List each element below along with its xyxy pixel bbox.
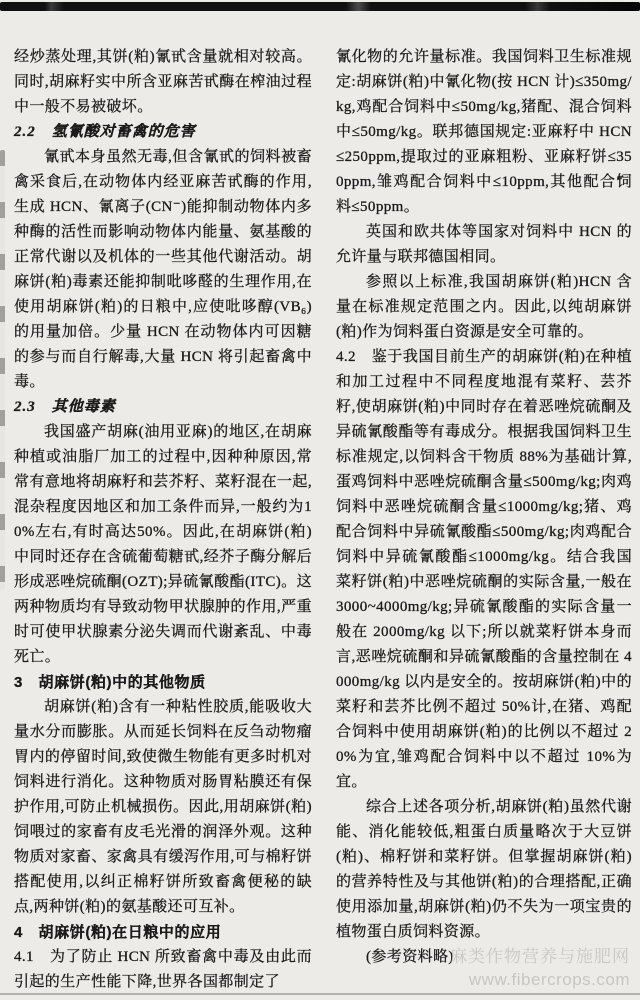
section-heading-3: 3 胡麻饼(粕)中的其他物质 bbox=[14, 674, 206, 691]
paragraph-summary: 综合上述各项分析,胡麻饼(粕)虽然代谢能、消化能较低,粗蛋白质量略次于大豆饼(粕)、棉籽饼和菜籽饼。但掌握胡麻饼(粕)的营养特性及与其他饼(粕)的合理搭配,正确使用添加量,胡麻饼(粕)仍不失为一项宝贵的植物蛋白质饲料资源。 bbox=[336, 799, 632, 940]
watermark-site-url: www.fibercrops.com bbox=[468, 970, 630, 989]
watermark bbox=[450, 945, 630, 991]
paragraph-other-substances: 胡麻饼(粕)含有一种粘性胶质,能吸收大量水分而膨胀。从而延长饲料在反刍动物瘤胃内的停留时间,致使微生物能有更多时机对饲料进行消化。这种物质对肠胃粘膜还有保护作用,可防止机械损伤。因此,用胡麻饼(粕)饲喂过的家畜有皮毛光滑的润泽外观。这种物质对家畜、家禽具有缓泻作用,可与棉籽饼搭配使用,以纠正棉籽饼所致畜禽便秘的缺点,两种饼(粕)的氨基酸还可互补。 bbox=[14, 699, 312, 915]
paragraph-cyanide-content-continuation: 经炒蒸处理,其饼(粕)氰甙含量就相对较高。同时,胡麻籽实中所含亚麻苦甙酶在榨油过程中一般不易被破坏。 bbox=[14, 49, 312, 115]
section-heading-4: 4 胡麻饼(粕)在日粮中的应用 bbox=[14, 924, 222, 941]
paragraph-hcn-toxicity: 氰甙本身虽然无毒,但含氰甙的饲料被畜禽采食后,在动物体内经亚麻苦甙酶的作用,生成 HCN、氰离子(CN⁻)能抑制动物体内多种酶的活性而影响动物体内能量、氨基酸的正常代谢以及机体的一些其他代谢活动。胡麻饼(粕)毒素还能抑制吡哆醛的生理作用,在使用胡麻饼(粕)的日粮中,应使吡哆醇(VB₆)的用量加倍。少量 HCN 在动物体内可因糖的参与而自行解毒,大量 HCN 将引起畜禽中毒。 bbox=[14, 149, 312, 390]
paragraph-other-toxins: 我国盛产胡麻(油用亚麻)的地区,在胡麻种植或油脂厂加工的过程中,因种种原因,常常有意地将胡麻籽和芸芥籽、菜籽混在一起,混杂程度因地区和加工条件而异,一般约为10%左右,有时高达50%。因此,在胡麻饼(粕)中同时还存在含硫葡萄糖甙,经芥子酶分解后形成恶唑烷硫酮(OZT);异硫氰酸酯(ITC)。这两种物质均有导致动物甲状腺肿的作用,严重时可使甲状腺素分泌失调而代谢紊乱、中毒死亡。 bbox=[14, 424, 312, 665]
paragraph-safety-conclusion: 参照以上标准,我国胡麻饼(粕)HCN 含量在标准规定范围之内。因此,以纯胡麻饼(粕)作为饲料蛋白资源是安全可靠的。 bbox=[336, 274, 632, 340]
watermark-site-name: 麻类作物营养与施肥网 bbox=[450, 947, 630, 966]
scan-border-bottom bbox=[0, 993, 640, 995]
paragraph-4-1-start: 4.1 为了防止 HCN 所致畜禽中毒及由此而引起的生产性能下降,世界各国都制定了 bbox=[14, 949, 312, 990]
paragraph-4-2-limits: 4.2 鉴于我国目前生产的胡麻饼(粕)在种植和加工过程中不同程度地混有菜籽、芸芥籽,使胡麻饼(粕)中同时存在着恶唑烷硫酮及异硫氰酸酯等有毒成分。根据我国饲料卫生标准规定,以饲料含干物质 88%为基础计算,蛋鸡饲料中恶唑烷硫酮含量≤500mg/kg;肉鸡饲料中恶唑烷硫酮含量≤1000mg/kg;猪、鸡配合饲料中异硫氰酸酯≤500mg/kg;肉鸡配合饲料中异硫氰酸酯≤1000mg/kg。结合我国菜籽饼(粕)中恶唑烷硫酮的实际含量,一般在 3000~4000mg/kg;异硫氰酸酯的实际含量一般在 2000mg/kg 以下;所以就菜籽饼本身而言,恶唑烷硫酮和异硫氰酸酯的含量控制在 4000mg/kg 以内是安全的。按胡麻饼(粕)中的菜籽和芸芥比例不超过 50%计,在猪、鸡配合饲料中使用胡麻饼(粕)的比例以不超过 20%为宜,雏鸡配合饲料中以不超过 10%为宜。 bbox=[336, 349, 632, 790]
paragraph-uk-ec-standards: 英国和欧共体等国家对饲料中 HCN 的允许量与联邦德国相同。 bbox=[336, 224, 632, 265]
right-column bbox=[336, 45, 632, 1000]
left-column bbox=[14, 45, 312, 1000]
paragraph-references-note: (参考资料略) bbox=[366, 949, 454, 965]
section-heading-2-2: 2.2 氢氰酸对畜禽的危害 bbox=[14, 124, 196, 140]
section-heading-2-3: 2.3 其他毒素 bbox=[14, 399, 116, 415]
paragraph-cyanide-standards: 氰化物的允许量标准。我国饲料卫生标准规定:胡麻饼(粕)中氰化物(按 HCN 计)≤350mg/kg,鸡配合饲料中≤50mg/kg,猪配、混合饲料中≤50mg/kg。联邦德国规定:亚麻籽中 HCN≤250ppm,提取过的亚麻粗粉、亚麻籽饼≤350ppm,雏鸡配合饲料中≤10ppm,其他配合饲料≤50ppm。 bbox=[336, 49, 632, 215]
